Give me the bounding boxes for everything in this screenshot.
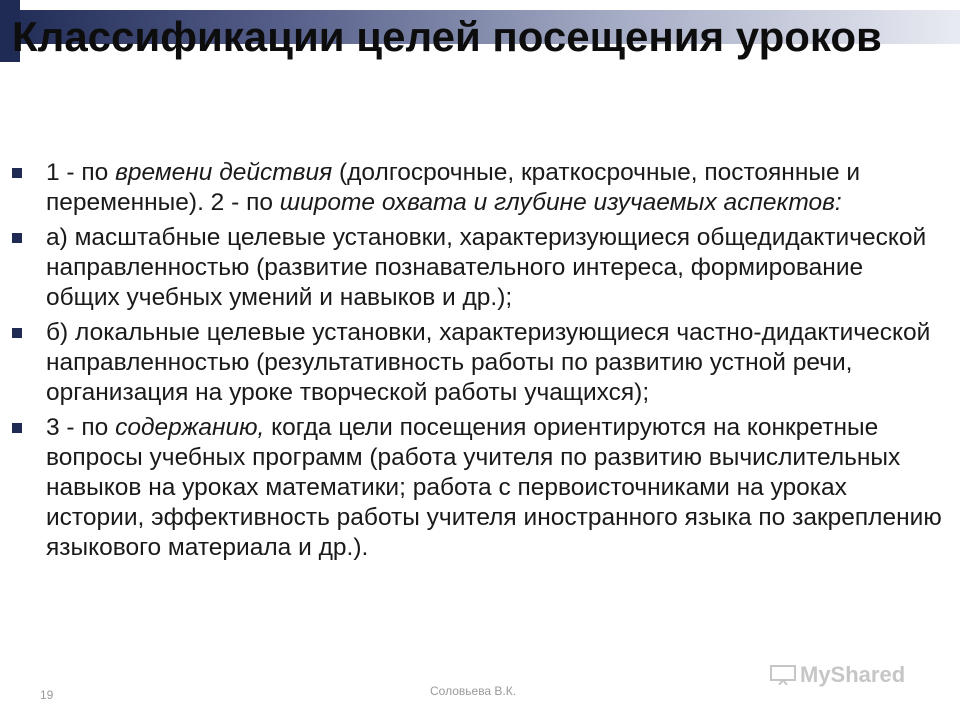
bullet-text: (долгосрочные, краткосрочные, постоянные и переменные). 2 - по [46, 159, 861, 216]
bullet-text: когда цели посещения ориентируются на конкретные вопросы учебных программ (работа учителя по развитию вычислительных навыков на уроках математики; работа с первоисточниками на уроках истории, эффективность работы учителя иностранного языка по закреплению языкового материала и др.). [46, 414, 942, 561]
slide-number: 19 [40, 688, 54, 702]
bullet-item [12, 158, 942, 218]
bullet-text: а) масштабные целевые установки, характеризующиеся общедидактической направленностью (развитие познавательного интереса, формирование общих учебных умений и навыков и др.); [46, 224, 927, 311]
bullet-text-emphasis: времени действия [115, 159, 333, 186]
watermark-text: MyShared [800, 662, 906, 687]
bullet-list [12, 158, 942, 568]
presentation-icon [770, 665, 796, 685]
slide-title: Классификации целей посещения уроков [12, 13, 882, 60]
bullet-item [12, 413, 942, 563]
bullet-square-icon [12, 168, 22, 178]
bullet-item [12, 318, 942, 408]
bullet-square-icon [12, 233, 22, 243]
bullet-text: 1 - по [46, 159, 116, 186]
bullet-square-icon [12, 328, 22, 338]
footer-author: Соловьева В.К. [430, 684, 517, 698]
watermark [770, 662, 905, 688]
bullet-text-emphasis: широте охвата и глубине изучаемых аспектов: [279, 189, 842, 216]
bullet-text-emphasis: содержанию, [115, 414, 265, 441]
bullet-text: б) локальные целевые установки, характеризующиеся частно-дидактической направленностью (результативность работы по развитию устной речи, организация на уроке творческой работы учащихся); [46, 319, 931, 406]
bullet-item [12, 223, 942, 313]
bullet-text: 3 - по [46, 414, 116, 441]
bullet-square-icon [12, 423, 22, 433]
